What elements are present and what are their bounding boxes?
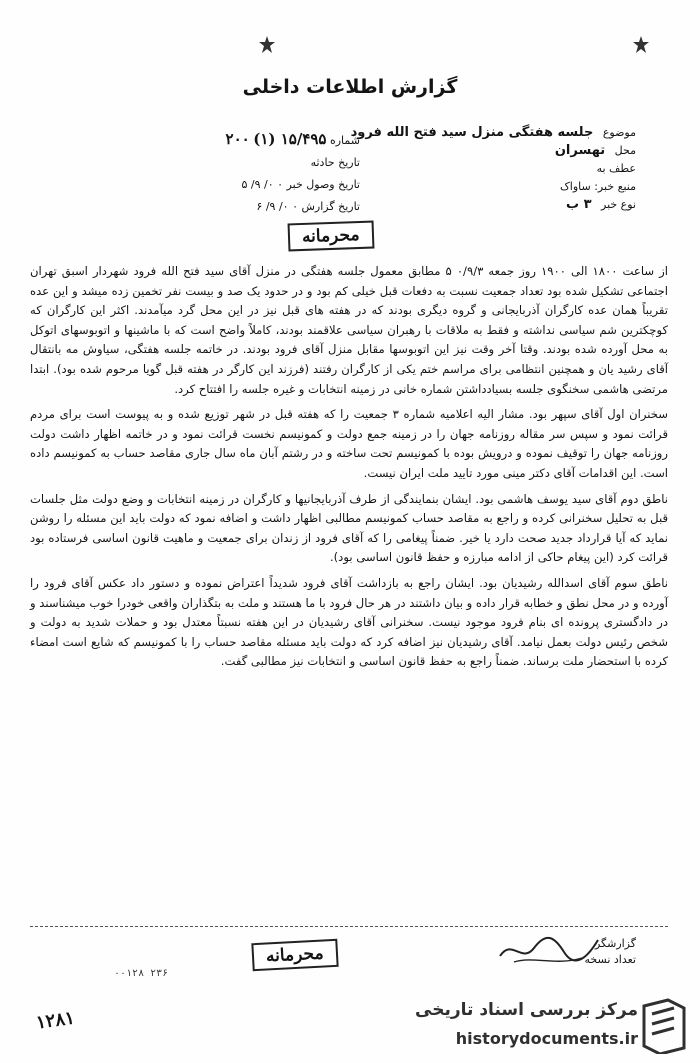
- grading-label: نوع خبر: [601, 198, 636, 211]
- date-event-row: [160, 152, 360, 174]
- date-report-value: ۰ ۰/ ۹/ ۶: [256, 200, 298, 213]
- source-full: منبع خبر: ساواک: [559, 180, 636, 193]
- number-row: [160, 128, 360, 152]
- date-report-label: تاریخ گزارش: [301, 200, 360, 213]
- date-receipt-row: [160, 174, 360, 196]
- reference-label: عطف به: [596, 162, 636, 175]
- date-report-row: [160, 196, 360, 218]
- watermark: [410, 994, 696, 1060]
- confidential-stamp: محرمانه: [288, 221, 375, 252]
- emblem-icon: [630, 34, 652, 56]
- copies-label: تعداد نسخه: [584, 953, 636, 966]
- grading-value: ۳ ب: [565, 197, 592, 212]
- report-dates: [160, 128, 360, 218]
- emblem-icon: [256, 34, 278, 56]
- number-value: ۱۵/۴۹۵ (۱): [253, 130, 327, 148]
- paragraph: از ساعت ۱۸۰۰ الی ۱۹۰۰ روز جمعه ۰/۹/۳ ۵ مطابق معمول جلسه هفتگی در منزل آقای سید فتح الله فرود شهردار اسبق تهران اجتماعی تشکیل شده بود تعداد جمعیت نسبت به دفعات قبل خیلی کم بود و در حدود یک صد و بیست نفر تخمین زده میشد و این عده تقریباً همان عده کارگران آذربایجانی و گروه دیگری بودند که در هفته های قبل نیز در این محل گرد میآمدند. اکثر این کارگران که کوچکترین شم سیاسی نداشته و فقط به ملاقات با رهبران سیاسی علاقمند بودند، کاملاً واضح است که با ماشینها و اتوبوسهای اتوکل به محل آورده شده بودند. وقتا آخر وقت نیز این اتوبوسها مقابل منزل آقای فرود بودند. در خاتمه جلسه هفتگی، سیاوش مه بانتقال آقای رشید یان و همچنین انتظامی برای مراسم ختم یکی از کارگران رفتند (فرزند این کارگر در هفته قبل گویا مرحوم شده بود). ابتدا مرتضی هاشمی سخنگوی جلسه بسیادداشتن شماره خانی در زمینه انتخابات و غیره جلسه را افتتاح کرد.: [30, 264, 668, 396]
- place-value: تهسران: [554, 143, 606, 158]
- number-sub: ۲۰۰: [225, 130, 250, 148]
- report-title: گزارش اطلاعات داخلی: [242, 76, 458, 98]
- place-label: محل: [614, 144, 636, 157]
- archive-logo-icon: [638, 998, 690, 1054]
- subject-label: موضوع: [602, 126, 636, 139]
- number-label: شماره: [329, 134, 360, 147]
- reporter-label: گزارشگر: [594, 937, 636, 950]
- date-event-label: تاریخ حادثه: [310, 156, 360, 169]
- signature: [494, 926, 604, 970]
- paragraph: ناطق دوم آقای سید یوسف هاشمی بود. ایشان بنمایندگی از طرف آذربایجانیها و کارگران در زمینه انتخابات و وضع دولت مثل جلسات قبل به تحلیل سخنرانی کرده و راجع به مقاصد حساب کمونیسم مطالبی اظهار داشت و اضافه نمود که دولت باید این مسئله را روشن نماید که آیا قرارداد جدید صحت دارد یا خیر. ضمناً پیغامی را که آقای فرود از زندان برای جمعیت و ماهیت قانون اساسی فرستاده بود قرائت کرد (این پیغام حاکی از ادامه مبارزه و حفظ قانون اساسی بود).: [30, 491, 668, 565]
- paragraph: سخنران اول آقای سپهر بود. مشار الیه اعلامیه شماره ۳ جمعیت را که هفته قبل در شهر توزیع شده و به پیوست است برای مردم قرائت نمود و سپس سر مقاله روزنامه جهان را در زمینه جمع دولت و کمونیسم نخست قرائت نمود و در خاتمه اظهار داشت دولت روزنامه جهان را توقیف نموده و درویش بوده با کمونیسم تحت ساخته و در رشتم آبان ماه سال جاری مقاصد حساب به کمونیسم داده است. این اقدامات آقای دکتر مینی مورد تایید ملت ایران نیست.: [30, 407, 668, 480]
- report-body: [30, 262, 668, 678]
- page-mark: ۱۲۸۱: [34, 1007, 76, 1034]
- watermark-url: historydocuments.ir: [455, 1029, 638, 1048]
- paragraph: ناطق سوم آقای اسدالله رشیدیان بود. ایشان راجع به بازداشت آقای فرود شدیداً اعتراض نموده و دستور داد عکس آقای فرود را آورده و در محل نطق و خطابه قرار داده و بیان داشتند در هر حال فرود با ما هستند و ملت به بتگذاران واقعی خودرا خوب میشناسند و در دادگستری پرونده ای بنام فرود موجود نیست. سخنرانی آقای رشیدیان در این هفته نسبتاً معتدل بود و حملات شدید به دولت و شخص رئیس دولت بعمل نیامد. آقای رشیدیان نیز اضافه کرد که دولت باید مسئله مقاصد حساب را با کمونیسم که شایع است امضاء کرده با استحضار ملت برساند. ضمناً راجع به حفظ قانون اساسی و انتخابات نیز مطالبی گفت.: [30, 575, 668, 669]
- confidential-stamp: محرمانه: [251, 939, 338, 971]
- watermark-title: مرکز بررسی اسناد تاریخی: [415, 1000, 638, 1020]
- serial-number: ۰۰۱۲۸ ۲۳۶: [114, 968, 169, 979]
- date-receipt-value: ۰ ۰/ ۹/ ۵: [241, 178, 284, 191]
- subject-value: جلسه هفتگی منزل سید فتح الله فرود: [350, 125, 594, 140]
- date-receipt-label: تاریخ وصول خبر: [286, 178, 360, 191]
